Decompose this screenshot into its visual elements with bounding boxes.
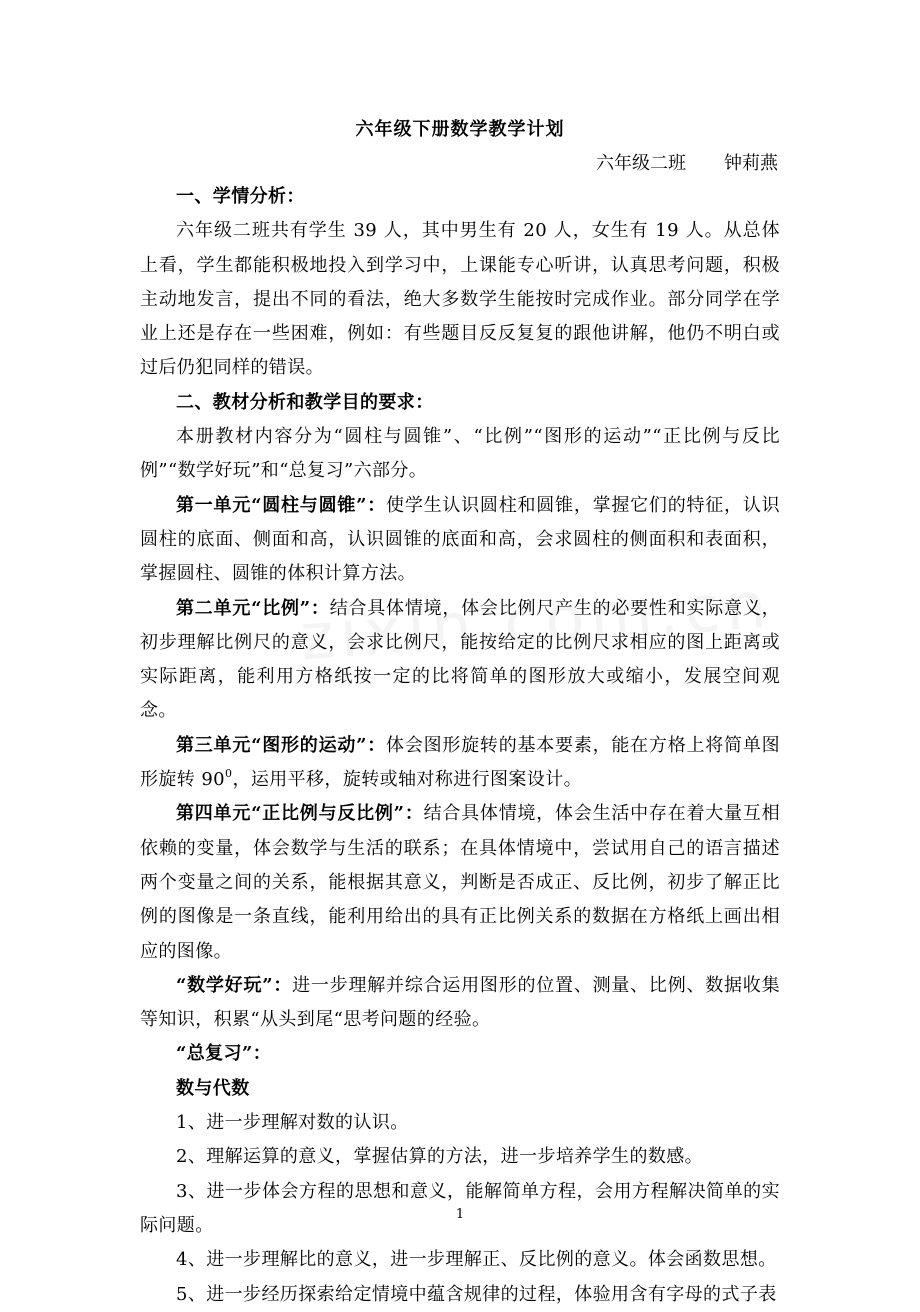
degree-superscript: 0 xyxy=(225,767,233,781)
section-2-intro: 本册教材内容分为“圆柱与圆锥”、“比例”“图形的运动”“正比例与反比例”“数学好玩”和“总复习”六部分。 xyxy=(140,426,780,482)
math-fun-text: 进一步理解并综合运用图形的位置、测量、比例、数据收集等知识，积累“从头到尾“思考问题的经验。 xyxy=(140,974,780,1031)
section-heading-1: 一、学情分析： xyxy=(176,186,305,207)
unit-3-text-b: ，运用平移，旋转或轴对称进行图案设计。 xyxy=(232,769,583,791)
section-heading-2: 二、教材分析和教学目的要求： xyxy=(176,391,434,413)
list-item: 3、进一步体会方程的思想和意义，能解简单方程，会用方程解决简单的实际问题。 xyxy=(140,1180,780,1236)
unit-3-label: 第三单元“图形的运动”： xyxy=(176,734,387,756)
unit-2-paragraph xyxy=(140,592,780,729)
document-body xyxy=(140,112,780,1312)
document-title: 六年级下册数学教学计划 xyxy=(355,119,565,140)
section-1-paragraph: 六年级二班共有学生 39 人，其中男生有 20 人，女生有 19 人。从总体上看，学生都能积极地投入到学习中，上课能专心听讲，认真思考问题，积极主动地发言，提出不同的看法，绝大多数学生能按时完成作业。部分同学在学业上还是存在一些困难，例如：有些题目反反复复的跟他讲解，他仍不明白或过后仍犯同样的错误。 xyxy=(140,220,780,379)
teacher-name: 钟莉燕 xyxy=(724,153,778,174)
unit-1-text: 使学生认识圆柱和圆锥，掌握它们的特征，认识圆柱的底面、侧面和高，认识圆锥的底面和高，会求圆柱的侧面积和表面积，掌握圆柱、圆锥的体积计算方法。 xyxy=(140,494,780,585)
unit-2-text: 结合具体情境，体会比例尺产生的必要性和实际意义，初步理解比例尺的意义，会求比例尺，能按给定的比例尺求相应的图上距离或实际距离，能利用方格纸按一定的比将简单的图形放大或缩小，发展空间观念。 xyxy=(140,597,780,722)
unit-1-label: 第一单元“圆柱与圆锥”： xyxy=(176,494,387,516)
unit-4-paragraph xyxy=(140,797,780,968)
review-heading: “总复习”： xyxy=(176,1043,272,1065)
author-line xyxy=(140,148,780,180)
class-name: 六年级二班 xyxy=(596,153,686,174)
math-fun-paragraph xyxy=(140,969,780,1038)
math-fun-label: “数学好玩”： xyxy=(176,974,293,996)
numbers-algebra-heading: 数与代数 xyxy=(176,1077,250,1099)
list-item: 5、进一步经历探索给定情境中蕴含规律的过程，体验用含有字母的式子表 xyxy=(176,1283,777,1305)
unit-3-text-a: 体会图形旋转的基本要素，能在方格上将简单图形旋转 90 xyxy=(140,734,780,791)
unit-4-text: 结合具体情境，体会生活中存在着大量互相依赖的变量，体会数学与生活的联系；在具体情境中，尝试用自己的语言描述两个变量之间的关系，能根据其意义，判断是否成正、反比例，初步了解正比例的图像是一条直线，能利用给出的具有正比例关系的数据在方格纸上画出相应的图像。 xyxy=(140,803,780,962)
unit-4-label: 第四单元“正比例与反比例”： xyxy=(176,803,424,825)
unit-3-paragraph xyxy=(140,729,780,798)
list-item: 2、理解运算的意义，掌握估算的方法，进一步培养学生的数感。 xyxy=(176,1146,704,1168)
list-item: 1、进一步理解对数的认识。 xyxy=(176,1112,409,1134)
page-number: 1 xyxy=(455,1207,465,1222)
list-item: 4、进一步理解比的意义，进一步理解正、反比例的意义。体会函数思想。 xyxy=(176,1249,777,1271)
unit-1-paragraph xyxy=(140,489,780,592)
unit-2-label: 第二单元“比例”： xyxy=(176,597,330,619)
